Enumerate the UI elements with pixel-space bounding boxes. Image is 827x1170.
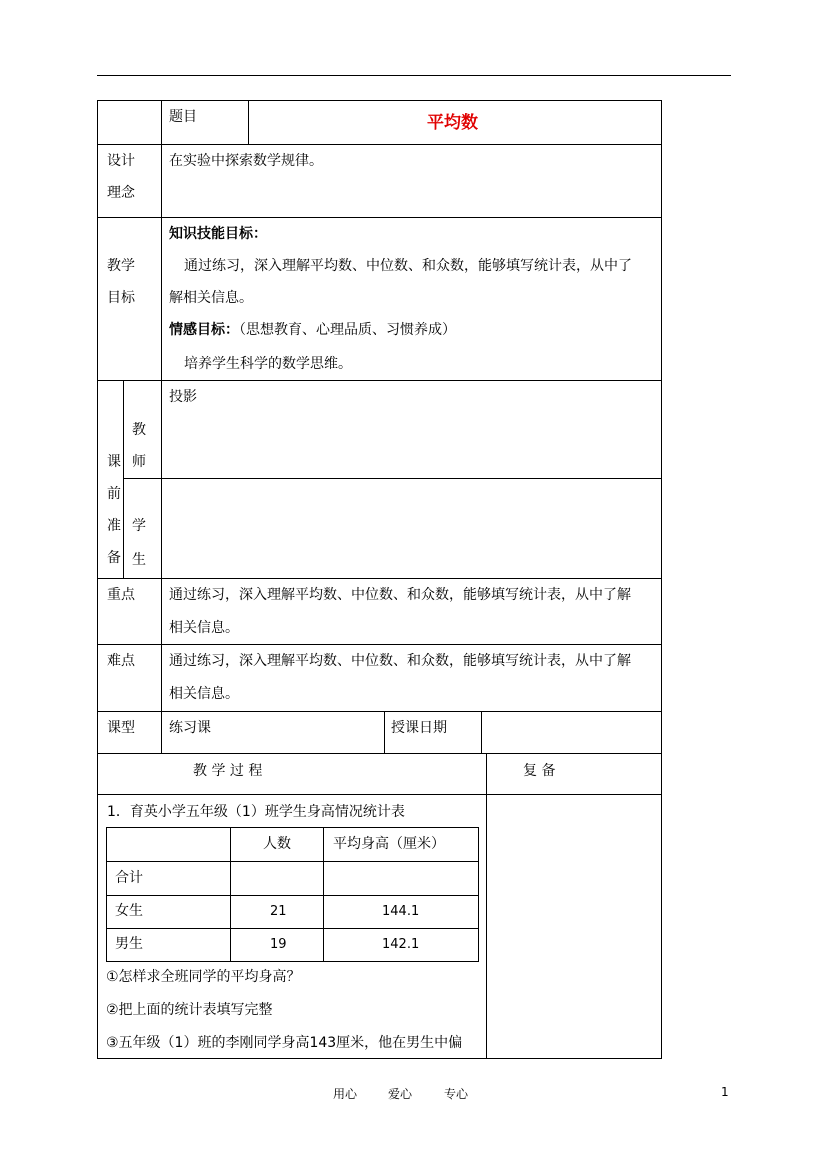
footer-item-1: 用心 bbox=[333, 1087, 358, 1101]
type-label: 课型 bbox=[107, 720, 135, 736]
goal-skill-line1: 通过练习，深入理解平均数、中位数、和众数，能够填写统计表，从中了 bbox=[184, 258, 632, 274]
teacher-label-2: 师 bbox=[132, 454, 146, 470]
date-label: 授课日期 bbox=[391, 720, 447, 736]
stat-row-total-height bbox=[323, 861, 479, 896]
stat-header-height-text: 平均身高（厘米） bbox=[333, 836, 445, 852]
question-2: ②把上面的统计表填写完整 bbox=[106, 1002, 273, 1018]
footer-item-3: 专心 bbox=[444, 1087, 469, 1101]
page-number: 1 bbox=[721, 1085, 729, 1099]
teacher-label-1: 教 bbox=[132, 422, 146, 438]
diff-line1: 通过练习，深入理解平均数、中位数、和众数，能够填写统计表，从中了解 bbox=[169, 653, 631, 669]
diff-label: 难点 bbox=[107, 653, 135, 669]
cell-blank-corner bbox=[97, 100, 162, 145]
question-3: ③五年级（1）班的李刚同学身高143厘米，他在男生中偏 bbox=[106, 1035, 463, 1051]
cell-student-text bbox=[161, 478, 662, 579]
stat-total-label: 合计 bbox=[115, 870, 143, 886]
stat-row-total-count bbox=[230, 861, 324, 896]
prep-label-3: 准 bbox=[107, 518, 121, 534]
design-text: 在实验中探索数学规律。 bbox=[169, 153, 323, 169]
teacher-text: 投影 bbox=[169, 389, 197, 405]
design-label-2: 理念 bbox=[107, 185, 135, 201]
stat-girls-label: 女生 bbox=[115, 903, 143, 919]
key-line2: 相关信息。 bbox=[169, 620, 239, 636]
topic-label: 题目 bbox=[169, 109, 197, 125]
page-title: 平均数 bbox=[427, 113, 478, 133]
header-rule bbox=[97, 75, 731, 76]
type-value: 练习课 bbox=[169, 720, 211, 736]
key-label: 重点 bbox=[107, 587, 135, 603]
stat-boys-label: 男生 bbox=[115, 936, 143, 952]
goal-skill-line2: 解相关信息。 bbox=[169, 290, 253, 306]
goals-label-1: 教学 bbox=[107, 258, 135, 274]
student-label-2: 生 bbox=[132, 552, 146, 568]
goal-emotion-text: 培养学生科学的数学思维。 bbox=[184, 356, 352, 372]
process-header: 教 学 过 程 bbox=[193, 763, 263, 779]
cell-process-header bbox=[97, 753, 487, 795]
stat-header-count-text: 人数 bbox=[263, 836, 291, 852]
design-label-1: 设计 bbox=[107, 153, 135, 169]
cell-review-body bbox=[486, 794, 662, 1059]
goal-emotion-heading: 情感目标： bbox=[169, 322, 239, 338]
diff-line2: 相关信息。 bbox=[169, 686, 239, 702]
goals-label-2: 目标 bbox=[107, 290, 135, 306]
prep-label-2: 前 bbox=[107, 486, 121, 502]
stat-girls-count: 21 bbox=[270, 904, 287, 919]
student-label-1: 学 bbox=[132, 518, 146, 534]
goal-skill-heading: 知识技能目标： bbox=[169, 226, 267, 242]
stat-table-title: 1．育英小学五年级（1）班学生身高情况统计表 bbox=[107, 804, 405, 820]
review-header: 复 备 bbox=[523, 763, 556, 779]
key-line1: 通过练习，深入理解平均数、中位数、和众数，能够填写统计表，从中了解 bbox=[169, 587, 631, 603]
cell-review-header bbox=[486, 753, 662, 795]
goal-emotion-note: （思想教育、心理品质、习惯养成） bbox=[239, 322, 456, 338]
stat-boys-count: 19 bbox=[270, 937, 287, 952]
footer-item-2: 爱心 bbox=[388, 1087, 413, 1101]
stat-boys-height: 142.1 bbox=[382, 937, 420, 952]
prep-label-1: 课 bbox=[107, 454, 121, 470]
goal-emotion-line bbox=[169, 320, 456, 340]
cell-date-value bbox=[481, 711, 662, 754]
question-1: ①怎样求全班同学的平均身高？ bbox=[106, 969, 301, 985]
prep-label-4: 备 bbox=[107, 550, 121, 566]
stat-girls-height: 144.1 bbox=[382, 904, 420, 919]
cell-teacher-text bbox=[161, 380, 662, 479]
stat-header-blank bbox=[106, 827, 231, 862]
